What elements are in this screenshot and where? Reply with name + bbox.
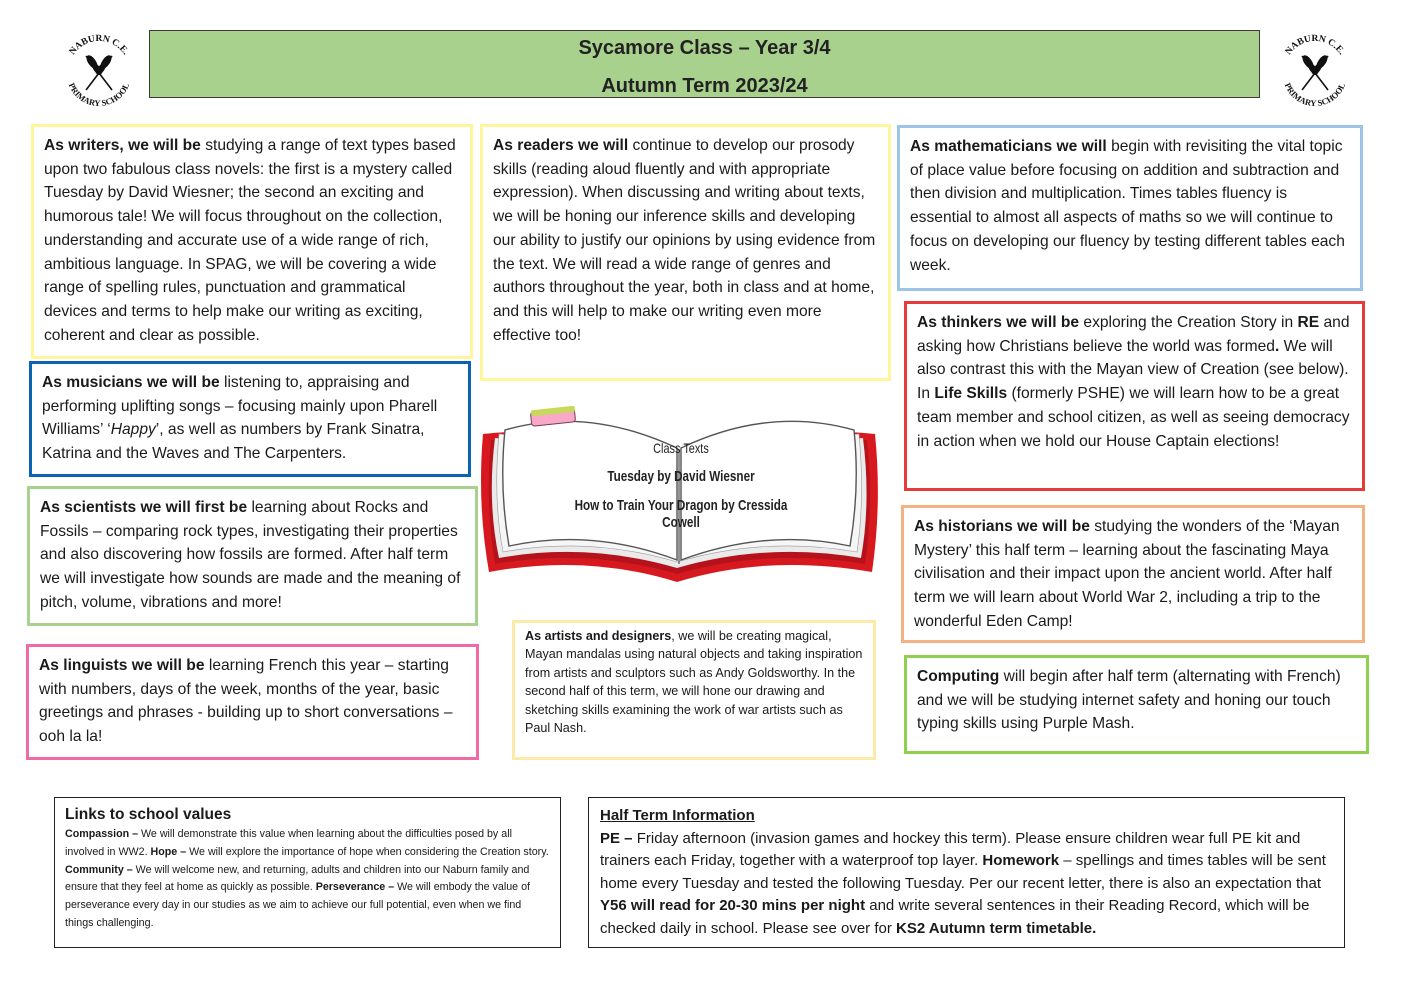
logo-bottom-text: PRIMARY SCHOOL [66, 81, 132, 109]
open-book-illustration [477, 404, 882, 584]
info-pe: PE – [600, 830, 633, 847]
artists-box [512, 620, 876, 760]
school-values-box [54, 797, 561, 948]
computing-box [904, 655, 1369, 754]
value-perseverance: Perseverance – [315, 881, 395, 894]
thinkers-text-2: and asking how Christians believe the world was formed [917, 314, 1350, 355]
value-hope: Hope – [150, 845, 187, 858]
logo-top-text: NABURN C.E. [1283, 33, 1347, 58]
logo-bottom-text: PRIMARY SCHOOL [1282, 81, 1348, 109]
half-term-info-box [588, 797, 1345, 948]
linguists-box [26, 644, 479, 760]
musicians-text-1: listening to, appraising and performing uplifting songs – focusing mainly upon Pharell Williams’ ‘ [42, 374, 438, 439]
value-compassion: Compassion – [65, 828, 139, 840]
scientists-lead: As scientists we will first be [40, 499, 248, 516]
page-header [149, 30, 1260, 98]
half-term-info-title: Half Term Information [600, 807, 755, 824]
info-pe-text: Friday afternoon (invasion games and hockey this term). Please ensure children wear full PE kit and trainers each Friday, together with a waterproof top layer. [600, 830, 1301, 870]
header-subtitle: Autumn Term 2023/24 [601, 75, 808, 97]
maths-lead: As mathematicians we will [910, 138, 1107, 155]
musicians-box [29, 361, 471, 477]
thinkers-text-3: We will also contrast this with the Mayan view of Creation (see below). In [917, 337, 1349, 403]
thinkers-text-4: (formerly PSHE) we will learn how to be a great team member and school citizen, as well as seeing democracy in action when we hold our House Captain elections! [917, 385, 1350, 450]
scientists-box [27, 486, 478, 626]
svg-text:PRIMARY SCHOOL [1283, 81, 1347, 108]
thinkers-life-skills: Life Skills [934, 385, 1008, 403]
maths-text: begin with revisiting the vital topic of place value before focusing on addition and subtraction and then division and multiplication. Times tables fluency is essential to almost all aspects of maths so we will continue to focus on developing our fluency by testing different tables each week. [910, 138, 1345, 274]
value-community: Community – [65, 863, 133, 876]
artists-lead: As artists and designers [525, 629, 672, 643]
class-text-1: Tuesday by David Wiesner [607, 468, 755, 485]
writers-text: studying a range of text types based upon two fabulous class novels: the first is a mystery called Tuesday by David Wiesner; the second an exciting and humorous tale! We will focus throughout on the collection, understanding and accurate use of a wide range of rich, ambitious language. In SPAG, we will be covering a wide range of spelling rules, punctuation and grammatical devices and terms to help make our writing as exciting, coherent and clear as possible. [44, 137, 456, 344]
musicians-lead: As musicians we will be [42, 374, 220, 391]
historians-box [901, 505, 1365, 643]
school-values-title: Links to school values [65, 806, 232, 823]
info-reading: Y56 will read for 20-30 mins per night [600, 897, 866, 915]
writers-box [31, 124, 473, 359]
readers-box [480, 124, 891, 381]
writers-lead: As writers, we will be [44, 137, 201, 154]
class-text-2: How to Train Your Dragon by Cressida Cowell [574, 497, 788, 531]
school-logo-right [1272, 28, 1358, 114]
wheat-icon [86, 55, 113, 90]
thinkers-dot: . [1274, 337, 1280, 355]
computing-lead: Computing [917, 668, 1000, 685]
class-texts-heading: Class Texts [653, 440, 709, 456]
computing-text: will begin after half term (alternating with French) and we will be studying internet safety and honing our touch typing skills using Purple Mash. [917, 668, 1341, 733]
musicians-text-2: ’, as well as numbers by Frank Sinatra, Katrina and the Waves and The Carpenters. [42, 421, 425, 463]
info-homework-text: – spellings and times tables will be sent home every Tuesday and tested the following Tuesday. Per our recent letter, there is also an expectation that [600, 852, 1326, 892]
svg-text:NABURN C.E. [1284, 34, 1347, 57]
readers-lead: As readers we will [493, 137, 629, 154]
thinkers-box [904, 301, 1365, 491]
value-community-text: We will welcome new, and returning, adults and children into our Naburn family and ensure that they feel at home as quickly as possible. [65, 863, 530, 894]
linguists-lead: As linguists we will be [39, 657, 205, 674]
info-timetable: KS2 Autumn term timetable. [896, 919, 1097, 937]
logo-top-text: NABURN C.E. [67, 33, 131, 58]
musicians-song: Happy [110, 421, 156, 439]
readers-text: continue to develop our prosody skills (reading aloud fluently and with appropriate expression). When discussing and writing about texts, we will be honing our inference skills and developing our ability to justify our opinions by using evidence from the text. We will read a wide range of genres and authors throughout the year, both in class and at home, and this will help to make our writing even more effective too! [493, 137, 876, 344]
info-homework: Homework [982, 852, 1060, 870]
value-perseverance-text: We will embody the value of perseverance every day in our studies as we aim to achieve our full potential, even when we find things challenging. [65, 881, 530, 929]
svg-text:NABURN C.E. [68, 34, 131, 57]
maths-box [897, 125, 1363, 291]
historians-text: studying the wonders of the ‘Mayan Mystery’ this half term – learning about the fascinating Maya civilisation and their impact upon the ancient world. After half term we will learn about World War 2, including a trip to the wonderful Eden Camp! [914, 518, 1340, 630]
historians-lead: As historians we will be [914, 518, 1090, 535]
artists-text: , we will be creating magical, Mayan mandalas using natural objects and taking inspiration from artists and sculptors such as Andy Goldsworthy. In the second half of this term, we will hone our drawing and sketching skills examining the work of war artists such as Paul Nash. [525, 629, 863, 736]
scientists-text: learning about Rocks and Fossils – comparing rock types, investigating their properties and also discovering how fossils are formed. After half term we will investigate how sounds are made and the meaning of pitch, volume, vibrations and more! [40, 499, 461, 611]
svg-text:PRIMARY SCHOOL [67, 81, 131, 108]
thinkers-lead: As thinkers we will be [917, 314, 1080, 331]
thinkers-text-1: exploring the Creation Story in [1079, 314, 1298, 331]
header-title: Sycamore Class – Year 3/4 [578, 37, 831, 59]
school-logo-left [56, 28, 142, 114]
value-hope-text: We will explore the importance of hope when considering the Creation story. [186, 845, 549, 858]
info-reading-text: and write several sentences in their Reading Record, which will be checked daily in school. Please see over for [600, 897, 1310, 937]
value-compassion-text: We will demonstrate this value when learning about the difficulties posed by all involved in WW2. [65, 828, 512, 858]
thinkers-re: RE [1297, 314, 1320, 331]
linguists-text: learning French this year – starting with numbers, days of the week, months of the year, basic greetings and phrases - building up to short conversations – ooh la la! [39, 657, 453, 746]
wheat-icon [1302, 55, 1329, 90]
